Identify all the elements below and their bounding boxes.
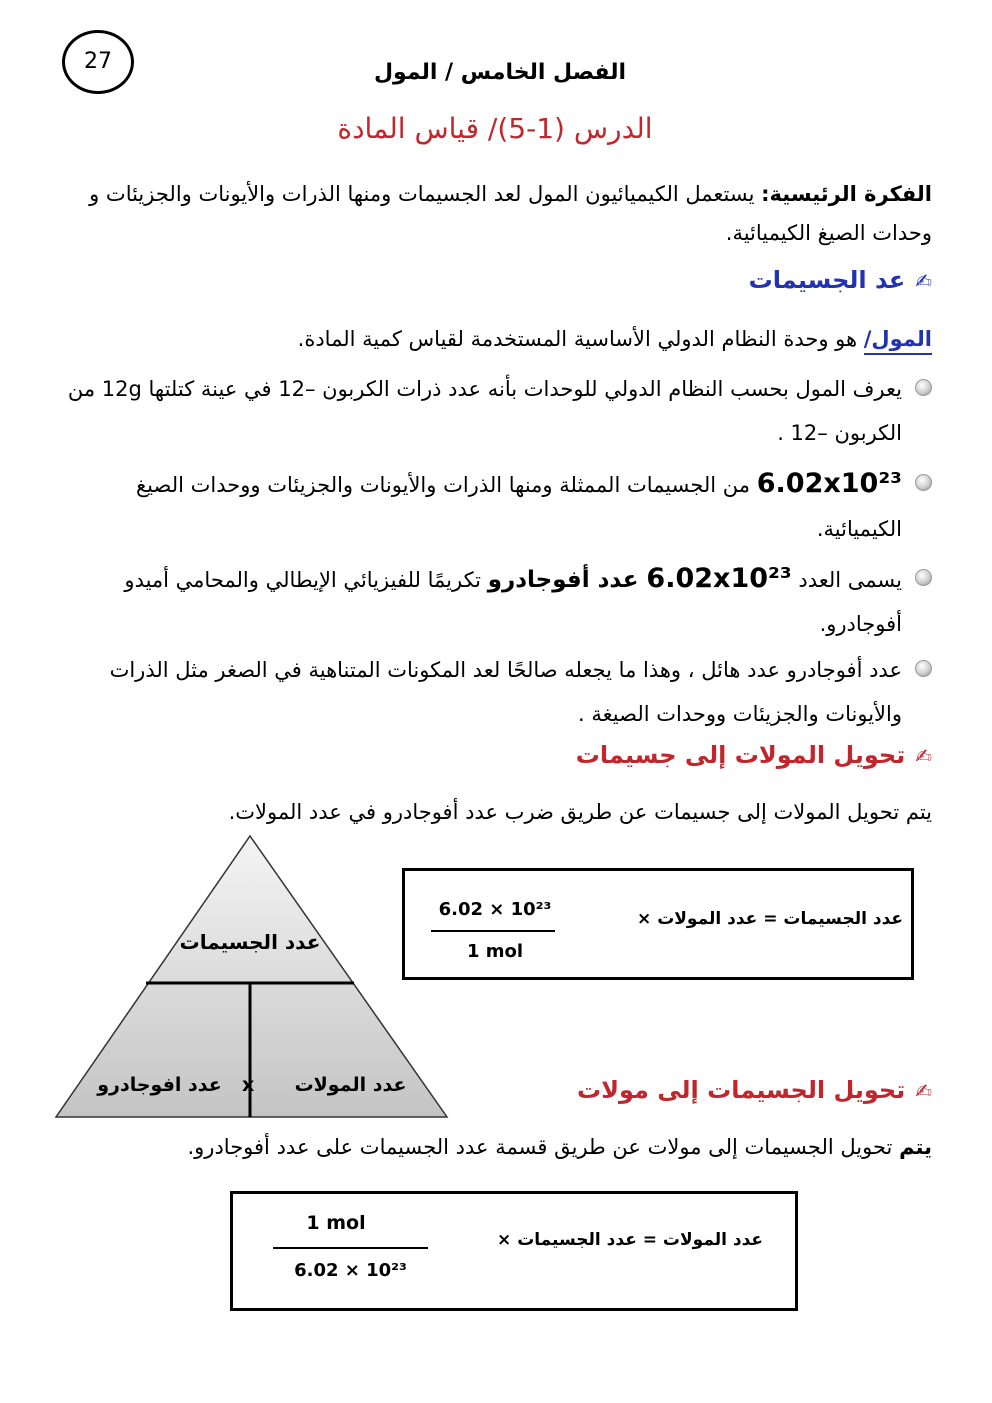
- triangle-times-sign: x: [242, 1074, 255, 1096]
- avogadro-term: عدد أفوجادرو: [487, 567, 647, 593]
- chapter-title: الفصل الخامس / المول: [373, 60, 627, 85]
- section3-lead: يتم: [899, 1135, 932, 1159]
- lesson-title: الدرس (1-5)/ قياس المادة: [337, 112, 653, 145]
- section-heading-counting: [749, 266, 932, 294]
- formula-denominator: 6.02 × 10²³: [294, 1260, 407, 1281]
- mol-term: المول/: [864, 327, 932, 355]
- page-number: 27: [62, 30, 134, 94]
- bullet-text: تكريمًا للفيزيائي الإيطالي والمحامي أميدو أفوجادرو.: [124, 568, 902, 636]
- bullet-item: [52, 367, 932, 455]
- section3-body: تحويل الجسيمات إلى مولات عن طريق قسمة عدد الجسيمات على عدد أفوجادرو.: [187, 1135, 900, 1159]
- bullet-icon: [915, 660, 932, 677]
- section1-heading-text: عد الجسيمات: [748, 266, 906, 294]
- mol-definition: [60, 320, 932, 359]
- pencil-icon: ✍: [915, 744, 932, 768]
- bullet-icon: [915, 379, 932, 396]
- bullet-icon: [915, 569, 932, 586]
- section3-text: [162, 1128, 932, 1167]
- fraction-line: [273, 1247, 428, 1249]
- triangle-avogadro-label: عدد افوجادرو: [97, 1074, 222, 1096]
- bullet-text: من الجسيمات الممثلة ومنها الذرات والأيونات والجزيئات ووحدات الصيغ الكيميائية.: [136, 473, 902, 541]
- formula-numerator: 6.02 × 10²³: [438, 899, 552, 920]
- bullet-text: عدد أفوجادرو عدد هائل ، وهذا ما يجعله صالحًا لعد المكونات المتناهية في الصغر مثل الذرات والأيونات والجزيئات ووحدات الصيغة .: [109, 658, 902, 726]
- mol-definition-text: هو وحدة النظام الدولي الأساسية المستخدمة لقياس كمية المادة.: [297, 327, 864, 351]
- bullet-prefix: يسمى العدد: [791, 568, 902, 592]
- avogadro-number: 6.02x10²³: [756, 468, 902, 499]
- pencil-icon: ✍: [915, 1079, 932, 1103]
- pencil-icon: ✍: [915, 269, 932, 293]
- main-idea-text: يستعمل الكيميائيون المول لعد الجسيمات ومنها الذرات والأيونات والجزيئات و وحدات الصيغ الكيميائية.: [89, 182, 932, 245]
- section-heading-particles-to-moles: [577, 1076, 932, 1104]
- formula-denominator: 1 mol: [466, 941, 524, 962]
- avogadro-number: 6.02x10²³: [646, 563, 792, 594]
- triangle-moles-label: عدد المولات: [294, 1074, 407, 1096]
- bullet-icon: [915, 474, 932, 491]
- section3-heading-text: تحويل الجسيمات إلى مولات: [576, 1076, 906, 1104]
- section2-text: يتم تحويل المولات إلى جسيمات عن طريق ضرب عدد أفوجادرو في عدد المولات.: [228, 800, 932, 824]
- formula-lhs: عدد الجسيمات = عدد المولات ×: [637, 909, 903, 929]
- section2-heading-text: تحويل المولات إلى جسيمات: [575, 741, 906, 769]
- main-idea: [60, 175, 932, 253]
- triangle-top-label: عدد الجسيمات: [179, 930, 321, 954]
- bullet-item: [52, 462, 932, 551]
- formula-box-moles: [230, 1191, 798, 1311]
- formula-box-particles: [402, 868, 914, 980]
- section-heading-moles-to-particles: [576, 741, 932, 769]
- bullet-text: يعرف المول بحسب النظام الدولي للوحدات بأنه عدد ذرات الكربون –12 في عينة كتلتها 12g من الكربون –12 .: [67, 377, 902, 445]
- bullet-item: [52, 648, 932, 736]
- formula-numerator: 1 mol: [306, 1212, 366, 1234]
- bullet-item: [52, 557, 932, 646]
- main-idea-label: الفكرة الرئيسية:: [761, 182, 932, 206]
- formula-lhs: عدد المولات = عدد الجسيمات ×: [497, 1230, 763, 1250]
